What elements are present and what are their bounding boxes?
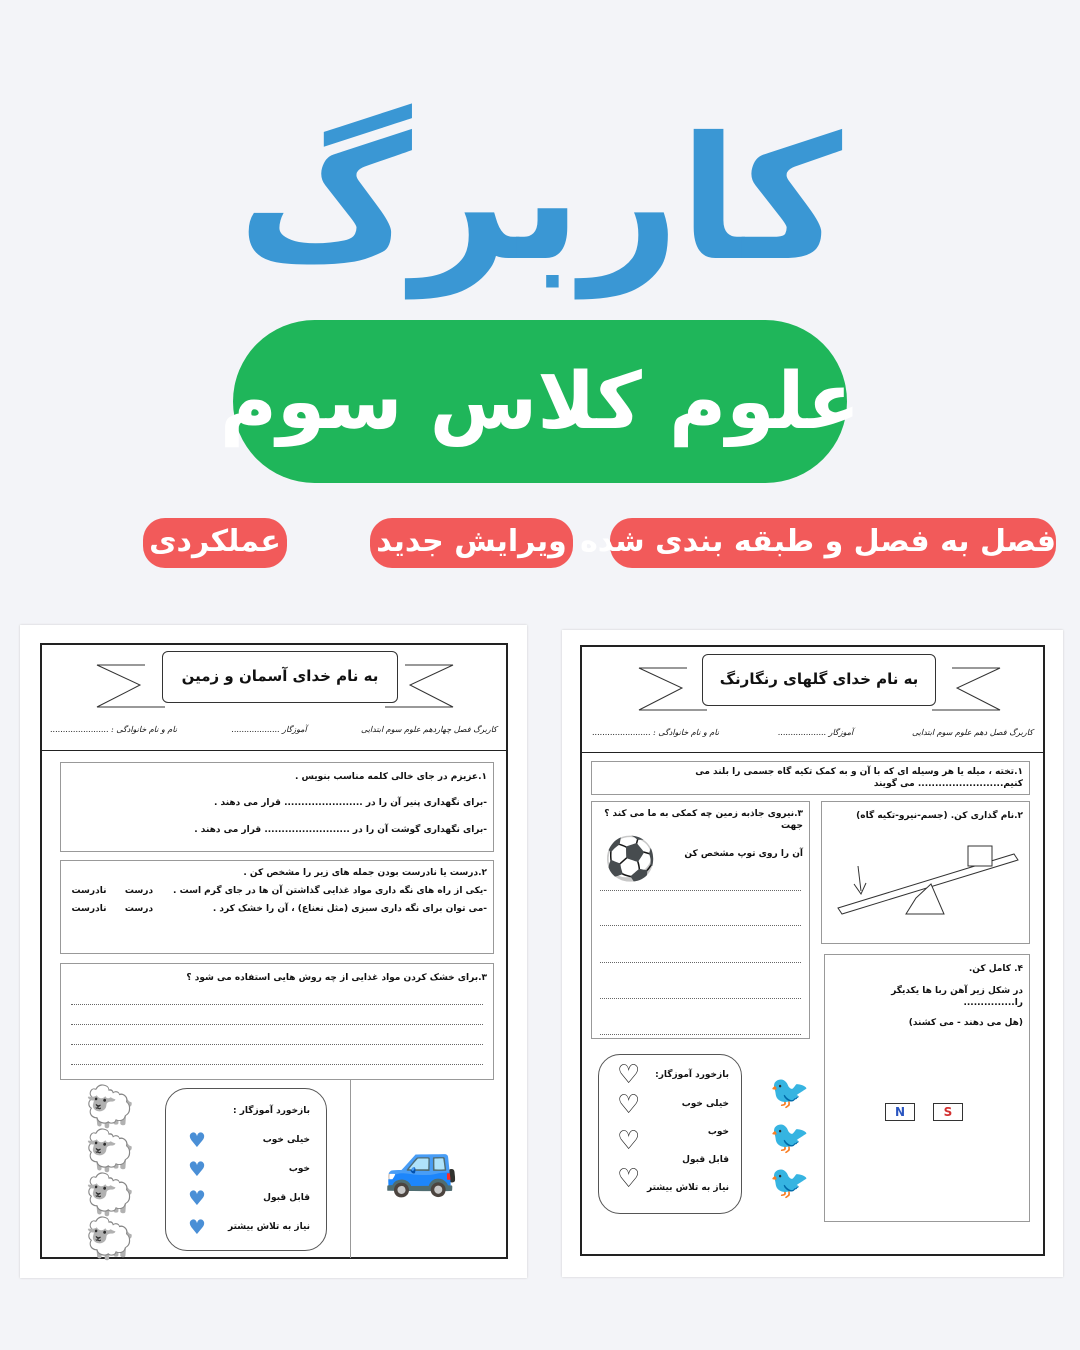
feedback-title: بازخورد آموزگار : xyxy=(232,1106,310,1116)
q2-title: ۲.نام گذاری کن. (جسم-نیرو-تکیه گاه) xyxy=(856,811,1023,821)
feedback-box xyxy=(165,1088,327,1251)
q2-title: ۲.درست یا نادرست بودن جمله های زیر را مشخص کن . xyxy=(243,868,487,878)
q1-title: ۱.عزیزم در جای خالی کلمه مناسب بنویس . xyxy=(294,772,487,782)
feedback-title: بازخورد آموزگار: xyxy=(655,1070,729,1080)
worksheet-preview-left xyxy=(20,625,527,1278)
heart-icon: ♥ xyxy=(188,1215,206,1239)
soccer-ball-icon: ⚽ xyxy=(604,834,657,883)
q4-options: (هل می دهند - می کشند) xyxy=(908,1018,1023,1028)
heart-icon: ♥ xyxy=(188,1157,206,1181)
heart-icon: ♥ xyxy=(188,1186,206,1210)
option-false[interactable]: نادرست xyxy=(71,904,107,914)
question-1 xyxy=(60,762,494,852)
birds-illustration: 🐦 🐦 🐦 xyxy=(769,1073,810,1201)
worksheet-preview-right xyxy=(562,630,1063,1277)
feedback-item: خیلی خوب xyxy=(262,1135,310,1145)
main-title: کاربرگ xyxy=(237,101,843,299)
q2-statement: -یکی از راه های نگه داری مواد غذایی گذاشتن آن ها در جای گرم است . xyxy=(173,886,487,896)
heart-outline-icon: ♡ xyxy=(617,1060,641,1090)
header-subject: کاربرگ فصل چهاردهم علوم سوم ابتدایی xyxy=(361,725,497,734)
q1-line: -برای نگهداری پنیر آن را در ....................... قرار می دهند . xyxy=(213,798,487,808)
tag-new-edition: ویرایش جدید xyxy=(370,518,573,568)
option-true[interactable]: درست xyxy=(124,904,154,914)
subtitle-pill xyxy=(219,320,861,483)
heart-icon: ♥ xyxy=(188,1128,206,1152)
feedback-item: خیلی خوب xyxy=(681,1099,729,1109)
lever-illustration xyxy=(836,836,1021,921)
subtitle-text: علوم کلاس سوم xyxy=(219,356,861,447)
question-4 xyxy=(824,954,1030,1222)
magnet-s: S xyxy=(933,1103,963,1121)
feedback-item: نیاز به تلاش بیشتر xyxy=(647,1183,729,1193)
heart-outline-icon: ♡ xyxy=(617,1126,641,1156)
q3-sub: آن را روی توپ مشخص کن xyxy=(684,849,803,859)
banner-title: به نام خدای آسمان و زمین xyxy=(162,651,398,703)
q1-text: ۱.تخته ، میله یا هر وسیله ای که با آن و به کمک تکیه گاه جسمی را بلند می کنیم......................... می گویند xyxy=(695,767,1023,789)
question-2 xyxy=(60,860,494,954)
heart-outline-icon: ♡ xyxy=(617,1090,641,1120)
car-animals-illustration: 🚙 xyxy=(350,1080,492,1258)
feedback-item: قابل قبول xyxy=(263,1193,310,1203)
header-subject: کاربرگ فصل دهم علوم سوم ابتدایی xyxy=(911,728,1033,737)
q1-line: -برای نگهداری گوشت آن را در ......................... قرار می دهند . xyxy=(194,825,487,835)
q4-title: ۴. کامل کن. xyxy=(968,964,1023,974)
option-false[interactable]: نادرست xyxy=(71,886,107,896)
header-teacher: آموزگار ................... xyxy=(231,725,307,734)
q2-statement: -می توان برای نگه داری سبزی (مثل نعناع) ، آن را خشک کرد . xyxy=(212,904,487,914)
feedback-item: نیاز به تلاش بیشتر xyxy=(228,1222,310,1232)
option-true[interactable]: درست xyxy=(124,886,154,896)
question-3 xyxy=(591,801,810,1039)
q3-title: ۳.نیروی جاذبه زمین چه کمکی به ما می کند ؟ جهت xyxy=(604,809,803,831)
question-2 xyxy=(821,801,1030,944)
sheep-illustration: 🐑 🐑 🐑 🐑 xyxy=(85,1084,135,1262)
tag-practical: عملکردی xyxy=(143,518,287,568)
banner-title: به نام خدای گلهای رنگارنگ xyxy=(702,654,936,706)
q3-title: ۳.برای خشک کردن مواد غذایی از چه روش هایی استفاده می شود ؟ xyxy=(186,973,487,983)
header-row xyxy=(592,727,1033,739)
q2-row xyxy=(67,903,487,915)
question-1 xyxy=(591,761,1030,795)
header-teacher: آموزگار ................... xyxy=(777,728,854,737)
header-name: نام و نام خانوادگی : ....................... xyxy=(50,725,178,734)
feedback-item: خوب xyxy=(288,1164,310,1174)
header-name: نام و نام خانوادگی : ....................... xyxy=(592,728,720,737)
magnet-n: N xyxy=(885,1103,915,1121)
q4-line: در شکل زیر آهن ربا ها یکدیگر را............... xyxy=(891,986,1023,1008)
q2-row xyxy=(67,885,487,897)
feedback-item: خوب xyxy=(707,1127,729,1137)
heart-outline-icon: ♡ xyxy=(617,1164,641,1194)
tag-chapter: فصل به فصل و طبقه بندی شده xyxy=(610,518,1056,568)
question-3 xyxy=(60,963,494,1080)
feedback-box xyxy=(598,1054,742,1214)
feedback-item: قابل قبول xyxy=(682,1155,729,1165)
header-row xyxy=(50,724,497,736)
